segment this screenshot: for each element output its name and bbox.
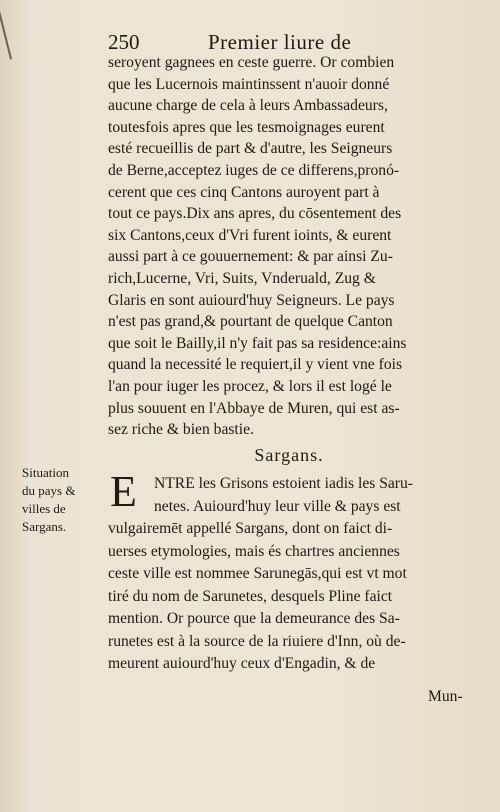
text-line: toutesfois apres que les tesmoignages eurent	[108, 118, 385, 136]
marginal-note-line: Situation	[22, 465, 69, 480]
page-edge-mark	[0, 11, 12, 60]
page-number: 250	[108, 30, 140, 54]
text-line: uerses etymologies, mais és chartres anciennes	[108, 542, 400, 560]
text-line: aucune charge de cela à leurs Ambassadeurs,	[108, 97, 388, 115]
marginal-note-line: villes de	[22, 501, 66, 516]
text-line: tout ce pays.Dix ans apres, du cōsentement des	[108, 205, 402, 223]
text-line: runetes est à la source de la riuiere d'Inn, où de-	[108, 632, 406, 650]
drop-cap: E	[110, 467, 137, 516]
text-line: n'est pas grand,& pourtant de quelque Canton	[108, 313, 393, 331]
text-line: seroyent gagnees en ceste guerre. Or combien	[108, 54, 395, 71]
text-line: cerent que ces cinq Cantons auroyent part à	[108, 183, 380, 201]
section-heading: Sargans.	[254, 445, 324, 465]
catchword: Mun-	[428, 688, 463, 705]
text-line: esté recueillis de part & d'autre, les Seigneurs	[108, 140, 393, 158]
text-line: vulgairemēt appellé Sargans, dont on faict di-	[108, 520, 393, 537]
marginal-note	[22, 464, 106, 536]
text-line: NTRE les Grisons estoient iadis les Saru-	[154, 475, 413, 492]
text-line: quand la necessité le requiert,il y vient vne fois	[108, 356, 403, 374]
section-text-block	[108, 473, 470, 676]
text-line: de Berne,acceptez iuges de ce differens,pronó-	[108, 161, 400, 179]
text-line: sez riche & bien bastie.	[108, 421, 254, 439]
marginal-note-line: Sargans.	[22, 519, 67, 534]
marginal-note-line: du pays &	[22, 483, 76, 498]
text-line: que soit le Bailly,il n'y fait pas sa residence:ains	[108, 334, 407, 352]
text-line: rich,Lucerne, Vri, Suits, Vnderuald, Zug &	[108, 269, 376, 287]
text-line: mention. Or pource que la demeurance des Sa-	[108, 610, 400, 627]
text-line: six Cantons,ceux d'Vri furent ioints, & eurent	[108, 226, 392, 244]
text-line: que les Lucernois maintinssent n'auoir donné	[108, 75, 390, 93]
main-text-block	[108, 52, 470, 441]
text-line: ceste ville est nommee Sarunegās,qui est vt mot	[108, 565, 407, 582]
text-line: Glaris en sont auiourd'huy Seigneurs. Le pays	[108, 291, 395, 309]
text-line: l'an pour iuger les procez, & lors il est logé le	[108, 377, 392, 395]
text-line: aussi part à ce gouuernement: & par ainsi Zu-	[108, 248, 393, 266]
text-line: tiré du nom de Sarunetes, desquels Pline faict	[108, 587, 393, 605]
running-head-title: Premier liure de	[208, 30, 352, 54]
text-line: plus souuent en l'Abbaye de Muren, qui est as-	[108, 399, 400, 417]
text-line: meurent auiourd'huy ceux d'Engadin, & de	[108, 655, 376, 672]
text-line: netes. Auiourd'huy leur ville & pays est	[154, 497, 401, 515]
